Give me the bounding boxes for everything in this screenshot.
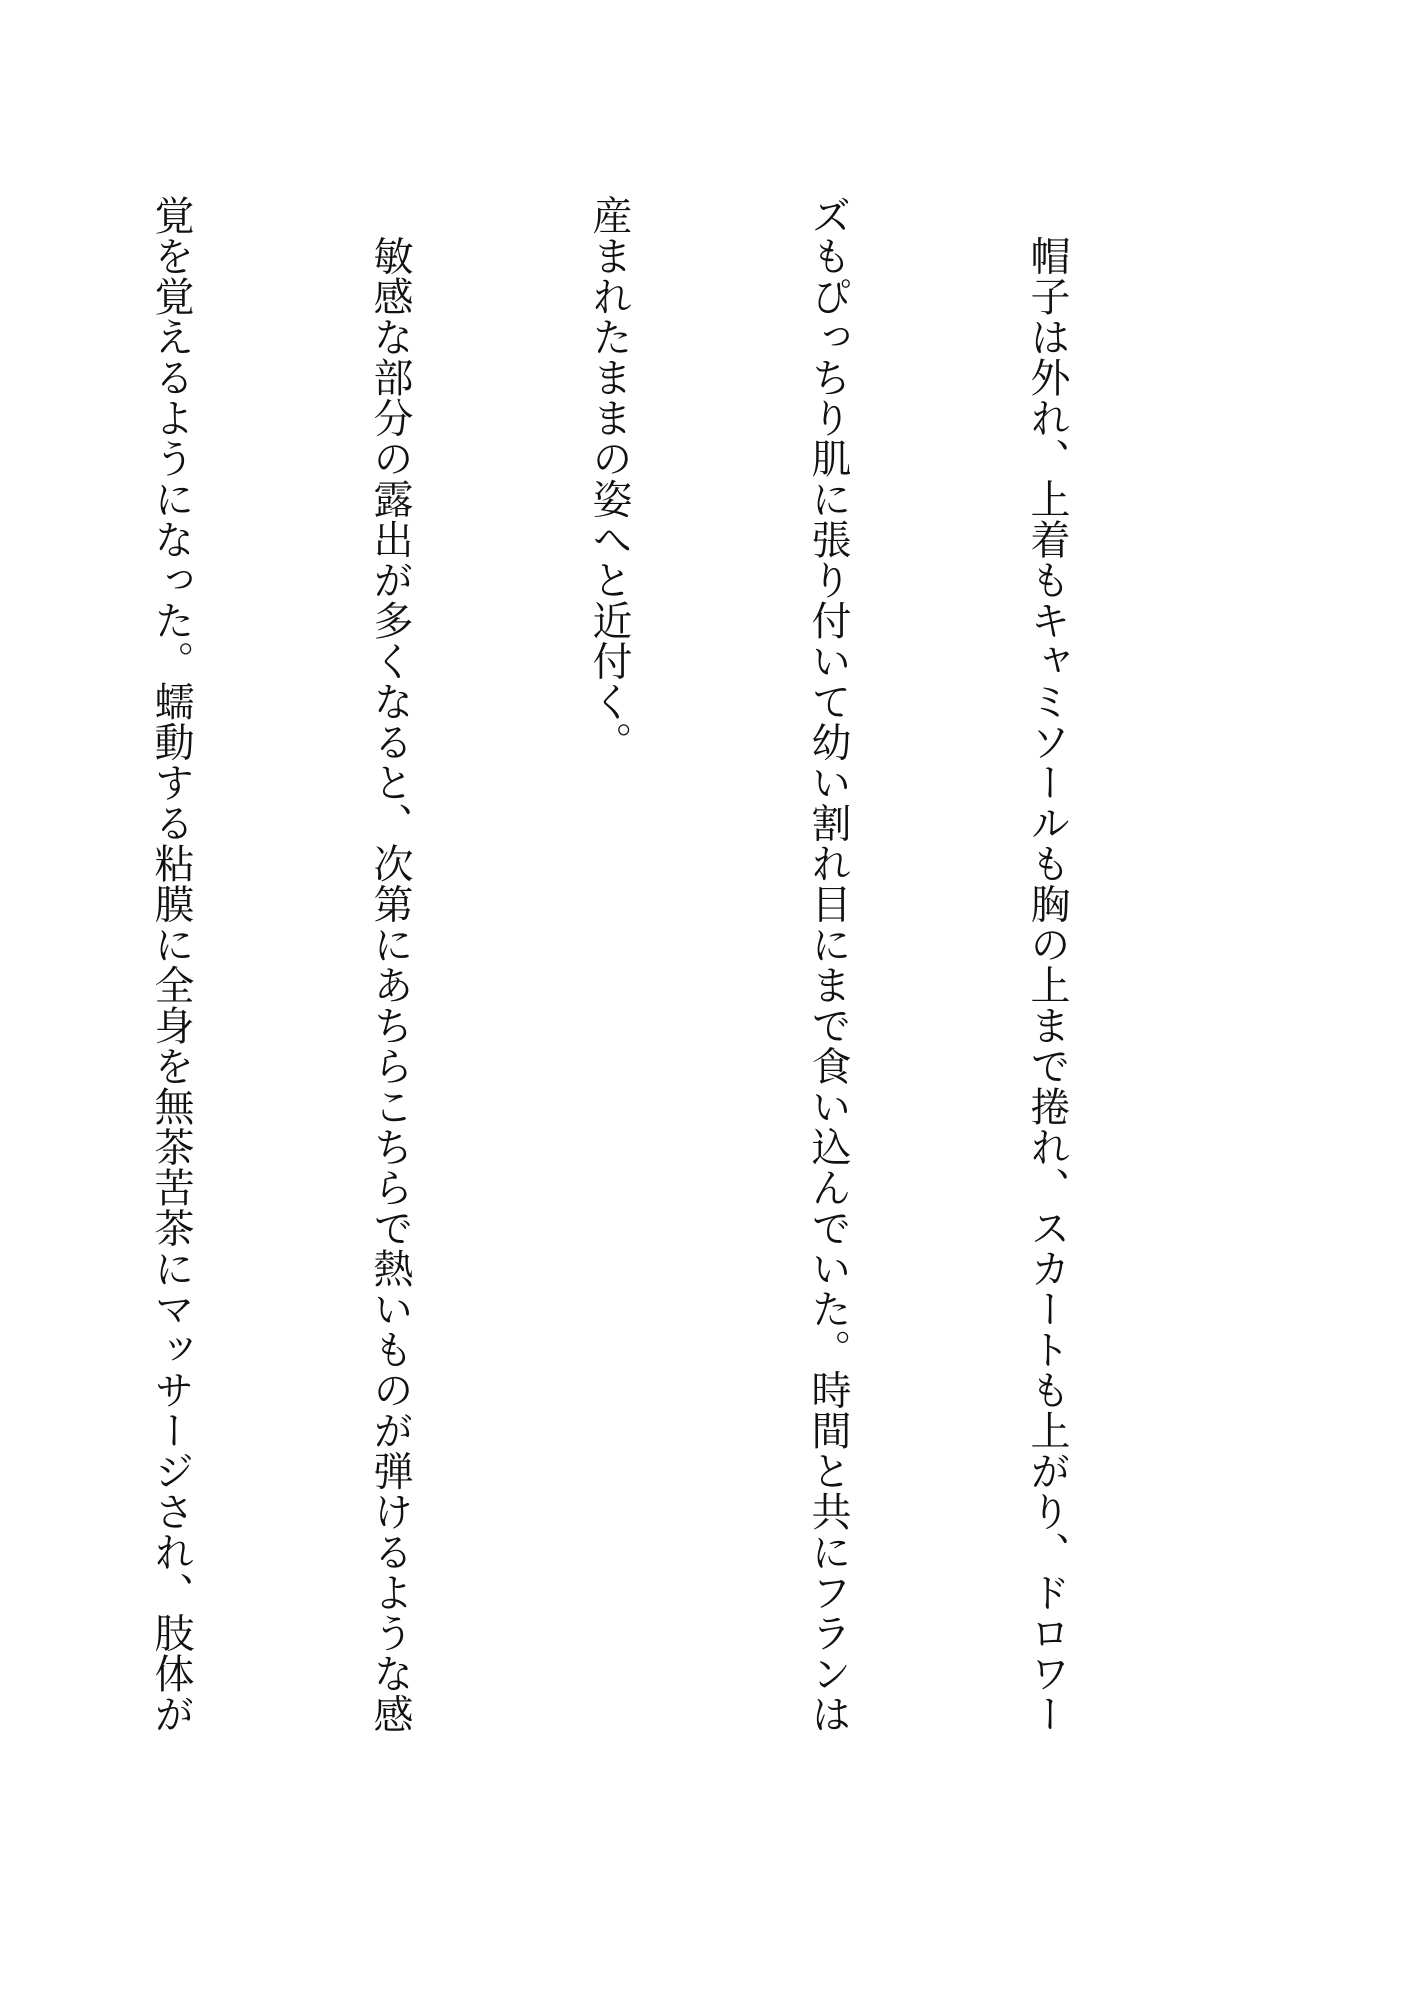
text-column: 帽子は外れ、上着もキャミソールも胸の上まで捲れ、スカートも上がり、ドロワー <box>1024 195 1070 1734</box>
text-column: 覚を覚えるようになった。蠕動する粘膜に全身を無茶苦茶にマッサージされ、肢体が <box>148 195 194 1734</box>
text-column: 産まれたままの姿へと近付く。 <box>586 195 632 762</box>
text-column: ズもぴっちり肌に張り付いて幼い割れ目にまで食い込んでいた。時間と共にフランは <box>805 195 851 1734</box>
vertical-text-body <box>0 195 1229 1835</box>
text-column: 敏感な部分の露出が多くなると、次第にあちらこちらで熱いものが弾けるような感 <box>367 195 413 1734</box>
